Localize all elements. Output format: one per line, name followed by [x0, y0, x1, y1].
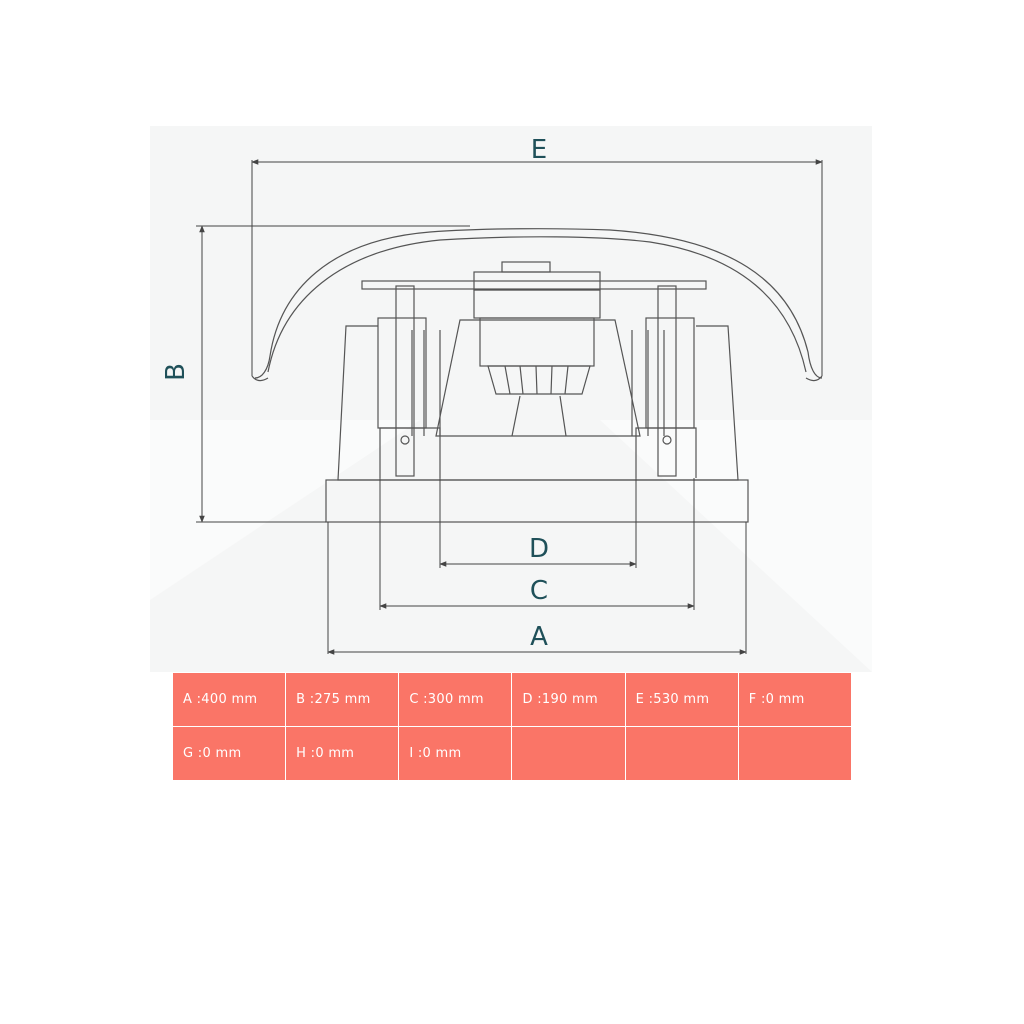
- spec-cell-g: G :0 mm: [173, 727, 286, 781]
- spec-cell-i: I :0 mm: [399, 727, 512, 781]
- spec-cell-empty: [625, 727, 738, 781]
- spec-cell-b: B :275 mm: [286, 673, 399, 727]
- dim-label-c: C: [529, 576, 549, 606]
- dim-label-d: D: [528, 534, 550, 564]
- dimension-spec-table: [172, 672, 852, 781]
- spec-cell-f: F :0 mm: [738, 673, 851, 727]
- spec-cell-empty: [738, 727, 851, 781]
- spec-row: [173, 727, 852, 781]
- spec-cell-c: C :300 mm: [399, 673, 512, 727]
- spec-row: [173, 673, 852, 727]
- spec-cell-d: D :190 mm: [512, 673, 625, 727]
- spec-cell-empty: [512, 727, 625, 781]
- spec-cell-h: H :0 mm: [286, 727, 399, 781]
- dim-label-a: A: [530, 622, 548, 652]
- dim-label-b: B: [161, 363, 191, 381]
- drawing-background: [150, 126, 872, 672]
- dim-label-e: E: [530, 135, 548, 165]
- spec-cell-e: E :530 mm: [625, 673, 738, 727]
- spec-cell-a: A :400 mm: [173, 673, 286, 727]
